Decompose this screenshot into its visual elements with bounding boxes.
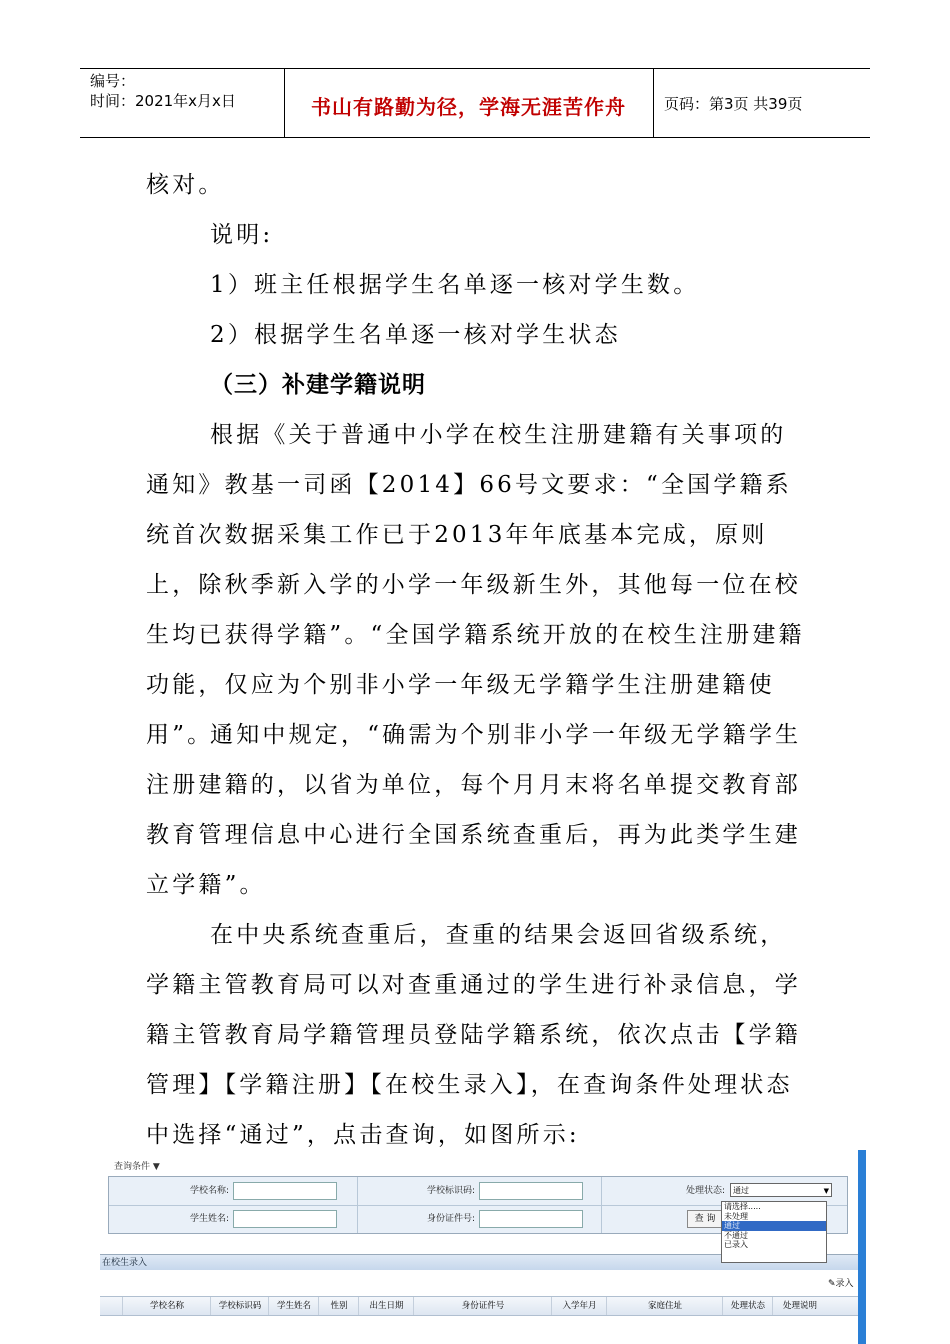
status-select-value: 通过 [733, 1186, 749, 1195]
paragraph: 核对。 [146, 172, 225, 198]
scrollbar[interactable] [858, 1150, 866, 1344]
status-select[interactable] [730, 1183, 832, 1197]
add-button-label: 录入 [835, 1279, 854, 1289]
header-divider [653, 69, 654, 137]
column-header[interactable]: 入学年月 [551, 1297, 607, 1315]
school-name-input[interactable] [233, 1182, 337, 1200]
header-motto: 书山有路勤为径，学海无涯苦作舟 [311, 95, 626, 119]
table-header [100, 1296, 858, 1316]
column-header[interactable]: 出生日期 [358, 1297, 414, 1315]
add-button[interactable] [828, 1276, 854, 1289]
header-meta [90, 71, 280, 111]
status-dropdown-list [721, 1201, 827, 1263]
column-header[interactable]: 身份证件号 [413, 1297, 552, 1315]
school-code-input[interactable] [479, 1182, 583, 1200]
id-number-label: 身份证件号: [426, 1214, 475, 1224]
paragraph: 1）班主任根据学生名单逐一核对学生数。 [210, 272, 700, 298]
edit-icon: ✎ [828, 1279, 836, 1289]
query-button[interactable]: 查 询 [687, 1210, 723, 1228]
student-name-label: 学生姓名: [189, 1214, 229, 1224]
chevron-down-icon[interactable]: ▼ [823, 1187, 829, 1195]
number-label: 编号： [90, 72, 136, 90]
column-header[interactable]: 性别 [318, 1297, 359, 1315]
page-header [80, 68, 870, 138]
paragraph: 说明: [210, 222, 274, 248]
column-header[interactable]: 家庭住址 [606, 1297, 723, 1315]
student-name-input[interactable] [233, 1210, 337, 1228]
cell-divider [601, 1205, 602, 1233]
column-header[interactable]: 处理状态 [722, 1297, 773, 1315]
status-label: 处理状态: [685, 1186, 725, 1196]
column-header[interactable]: 学校标识码 [210, 1297, 269, 1315]
school-name-label: 学校名称: [189, 1186, 229, 1196]
dropdown-option[interactable]: 未处理 [724, 1211, 748, 1221]
column-header[interactable]: 学校名称 [122, 1297, 211, 1315]
dropdown-option[interactable]: 已录入 [724, 1240, 748, 1249]
date-label: 时间：2021年x月x日 [90, 92, 236, 110]
dropdown-option[interactable]: 不通过 [724, 1230, 748, 1240]
school-code-label: 学校标识码: [426, 1186, 475, 1196]
column-header[interactable]: 处理说明 [772, 1297, 827, 1315]
column-header[interactable]: 学生姓名 [268, 1297, 319, 1315]
paragraph: 通知中规定，“确需为个别非小学一年级无学籍学生注册建籍的，以省为单位，每个月月末将名单提交教育部教育管理信息中心进行全国系统查重后，再为此类学生建立学籍”。 [146, 722, 802, 898]
paragraph: 根据《关于普通中小学在校生注册建籍有关事项的通知》教基一司函【2014】66号文要求：“全国学籍系统首次数据采集工作已于2013年年底基本完成，原则上，除秋季新入学的小学一年级新生外，其他每一位在校生均已获得学籍”。“全国学籍系统开放的在校生注册建籍功能，仅应为个别非小学一年级无学籍学生注册建籍使用”。 [146, 422, 805, 748]
page-info: 页码：第3页 共39页 [664, 95, 803, 113]
dropdown-option[interactable]: 请选择..... [724, 1202, 761, 1211]
section-heading: （三）补建学籍说明 [210, 372, 426, 398]
paragraph: 在中央系统查重后，查重的结果会返回省级系统，学籍主管教育局可以对查重通过的学生进行补录信息，学籍主管教育局学籍管理员登陆学籍系统，依次点击【学籍管理】【学籍注册】【在校生录入】，在查询条件处理状态中选择“通过”，点击查询，如图所示: [146, 922, 801, 1148]
paragraph: 2）根据学生名单逐一核对学生状态 [210, 322, 621, 348]
id-number-input[interactable] [479, 1210, 583, 1228]
dropdown-option-selected[interactable]: 通过 [722, 1221, 826, 1231]
list-title: 在校生录入 [100, 1254, 858, 1270]
query-conditions-title[interactable]: 查询条件 ▼ [114, 1162, 160, 1172]
